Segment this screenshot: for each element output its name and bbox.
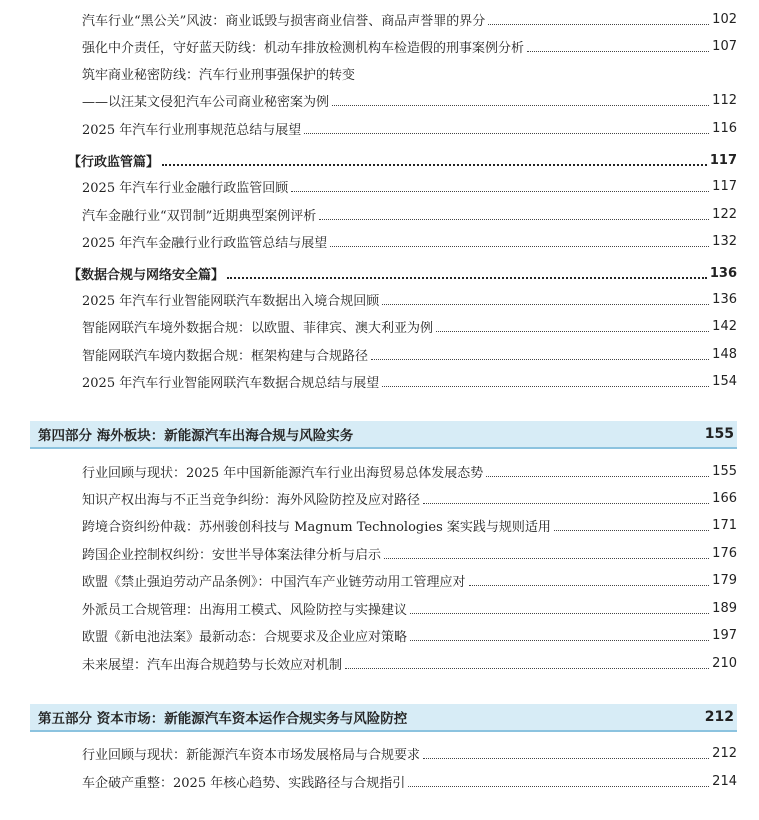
toc-entry[interactable]: [82, 770, 737, 792]
toc-entry-title: 欧盟《禁止强迫劳动产品条例》：中国汽车产业链劳动用工管理应对: [82, 574, 466, 590]
toc-entry[interactable]: [82, 288, 737, 310]
toc-entry-title: 智能网联汽车境内数据合规：框架构建与合规路径: [82, 348, 369, 364]
toc-entry-title: 知识产权出海与不正当竞争纠纷：海外风险防控及应对路径: [82, 492, 421, 508]
toc-entry-page: 179: [712, 572, 737, 588]
toc-entry-title: 2025 年汽车金融行业行政监管总结与展望: [82, 235, 328, 251]
part-title: 第五部分 资本市场：新能源汽车资本运作合规实务与风险防控: [38, 711, 408, 727]
leader-dots: [469, 585, 710, 586]
toc-entry-title: 外派员工合规管理：出海用工模式、风险防控与实操建议: [82, 602, 408, 618]
part-heading-band[interactable]: [30, 704, 737, 732]
toc-entry-title: 汽车行业“黑公关”风波：商业诋毁与损害商业信誉、商品声誉罪的界分: [82, 13, 486, 29]
toc-group-title: 【行政监管篇】: [68, 154, 160, 170]
toc-entry-page: 116: [712, 120, 737, 136]
toc-entry[interactable]: [82, 569, 737, 591]
toc-entry-title: 欧盟《新电池法案》最新动态：合规要求及企业应对策略: [82, 629, 408, 645]
toc-entry-page: 176: [712, 545, 737, 561]
toc-group-title: 【数据合规与网络安全篇】: [68, 267, 225, 283]
toc-entry[interactable]: [82, 315, 737, 337]
toc-entry[interactable]: [82, 624, 737, 646]
toc-entry-title: 2025 年汽车行业智能网联汽车数据合规总结与展望: [82, 375, 380, 391]
toc-entry-title: 2025 年汽车行业金融行政监管回顾: [82, 180, 289, 196]
toc-entry-page: 132: [712, 233, 737, 249]
toc-entry[interactable]: [82, 652, 737, 674]
leader-dots: [436, 331, 709, 332]
leader-dots: [423, 503, 709, 504]
leader-dots: [410, 613, 709, 614]
leader-dots: [291, 191, 709, 192]
leader-dots: [382, 386, 709, 387]
toc-entry-page: 212: [712, 745, 737, 761]
toc-group-page: 136: [709, 265, 737, 281]
toc-entry[interactable]: [82, 89, 737, 111]
toc-entry[interactable]: [82, 460, 737, 482]
leader-dots: [162, 164, 707, 166]
toc-group-page: 117: [709, 152, 737, 168]
toc-entry-page: 166: [712, 490, 737, 506]
toc-entry-page: 142: [712, 318, 737, 334]
leader-dots: [408, 786, 709, 787]
leader-dots: [384, 558, 709, 559]
toc-entry[interactable]: [82, 117, 737, 139]
toc-entry-page: 154: [712, 373, 737, 389]
toc-entry-title: 2025 年汽车行业智能网联汽车数据出入境合规回顾: [82, 293, 380, 309]
toc-entry[interactable]: [82, 203, 737, 225]
toc-entry-title: 筑牢商业秘密防线：汽车行业刑事强保护的转变: [82, 67, 356, 83]
leader-dots: [382, 304, 709, 305]
toc-group-heading[interactable]: [68, 262, 737, 284]
toc-entry[interactable]: [82, 542, 737, 564]
leader-dots: [332, 105, 709, 106]
toc-entry-title: 汽车金融行业“双罚制”近期典型案例评析: [82, 208, 317, 224]
part-title: 第四部分 海外板块：新能源汽车出海合规与风险实务: [38, 428, 354, 444]
toc-entry-page: 171: [712, 517, 737, 533]
toc-entry-title: ——以汪某文侵犯汽车公司商业秘密案为例: [82, 94, 330, 110]
toc-entry-title: 跨境合资纠纷仲裁：苏州骏创科技与 Magnum Technologies 案实践与规则适用: [82, 519, 551, 535]
toc-entry[interactable]: [82, 8, 737, 30]
toc-entry-title: 强化中介责任，守好蓝天防线：机动车排放检测机构车检造假的刑事案例分析: [82, 40, 525, 56]
leader-dots: [423, 758, 709, 759]
toc-entry[interactable]: [82, 597, 737, 619]
leader-dots: [527, 51, 709, 52]
toc-entry[interactable]: [82, 230, 737, 252]
leader-dots: [345, 668, 709, 669]
leader-dots: [330, 246, 709, 247]
toc-entry-title: 行业回顾与现状：新能源汽车资本市场发展格局与合规要求: [82, 747, 421, 763]
toc-entry-title: 智能网联汽车境外数据合规：以欧盟、菲律宾、澳大利亚为例: [82, 320, 434, 336]
leader-dots: [319, 219, 709, 220]
toc-entry-page: 136: [712, 291, 737, 307]
leader-dots: [486, 476, 709, 477]
toc-entry-title: 跨国企业控制权纠纷：安世半导体案法律分析与启示: [82, 547, 382, 563]
toc-entry-page: 148: [712, 346, 737, 362]
toc-entry-page: 155: [712, 463, 737, 479]
toc-entry[interactable]: [82, 62, 737, 84]
toc-entry-page: 117: [712, 178, 737, 194]
leader-dots: [488, 24, 709, 25]
toc-entry-page: 214: [712, 773, 737, 789]
toc-entry[interactable]: [82, 370, 737, 392]
toc-entry-page: 112: [712, 92, 737, 108]
toc-group-heading[interactable]: [68, 149, 737, 171]
toc-entry-title: 2025 年汽车行业刑事规范总结与展望: [82, 122, 302, 138]
toc-entry-page: 189: [712, 600, 737, 616]
part-page: 155: [704, 426, 734, 442]
toc-entry-page: 107: [712, 38, 737, 54]
toc-entry[interactable]: [82, 35, 737, 57]
toc-entry-title: 车企破产重整：2025 年核心趋势、实践路径与合规指引: [82, 775, 406, 791]
part-page: 212: [704, 709, 734, 725]
toc-entry[interactable]: [82, 175, 737, 197]
toc-entry-page: 122: [712, 206, 737, 222]
toc-entry[interactable]: [82, 514, 737, 536]
leader-dots: [554, 530, 709, 531]
toc-entry[interactable]: [82, 343, 737, 365]
leader-dots: [227, 277, 707, 279]
toc-entry-title: 未来展望：汽车出海合规趋势与长效应对机制: [82, 657, 343, 673]
leader-dots: [410, 640, 709, 641]
toc-entry-page: 197: [712, 627, 737, 643]
leader-dots: [304, 133, 709, 134]
part-heading-band[interactable]: [30, 421, 737, 449]
leader-dots: [371, 359, 709, 360]
toc-entry-title: 行业回顾与现状：2025 年中国新能源汽车行业出海贸易总体发展态势: [82, 465, 484, 481]
toc-entry[interactable]: [82, 742, 737, 764]
toc-entry-page: 210: [712, 655, 737, 671]
toc-entry-page: 102: [712, 11, 737, 27]
toc-entry[interactable]: [82, 487, 737, 509]
